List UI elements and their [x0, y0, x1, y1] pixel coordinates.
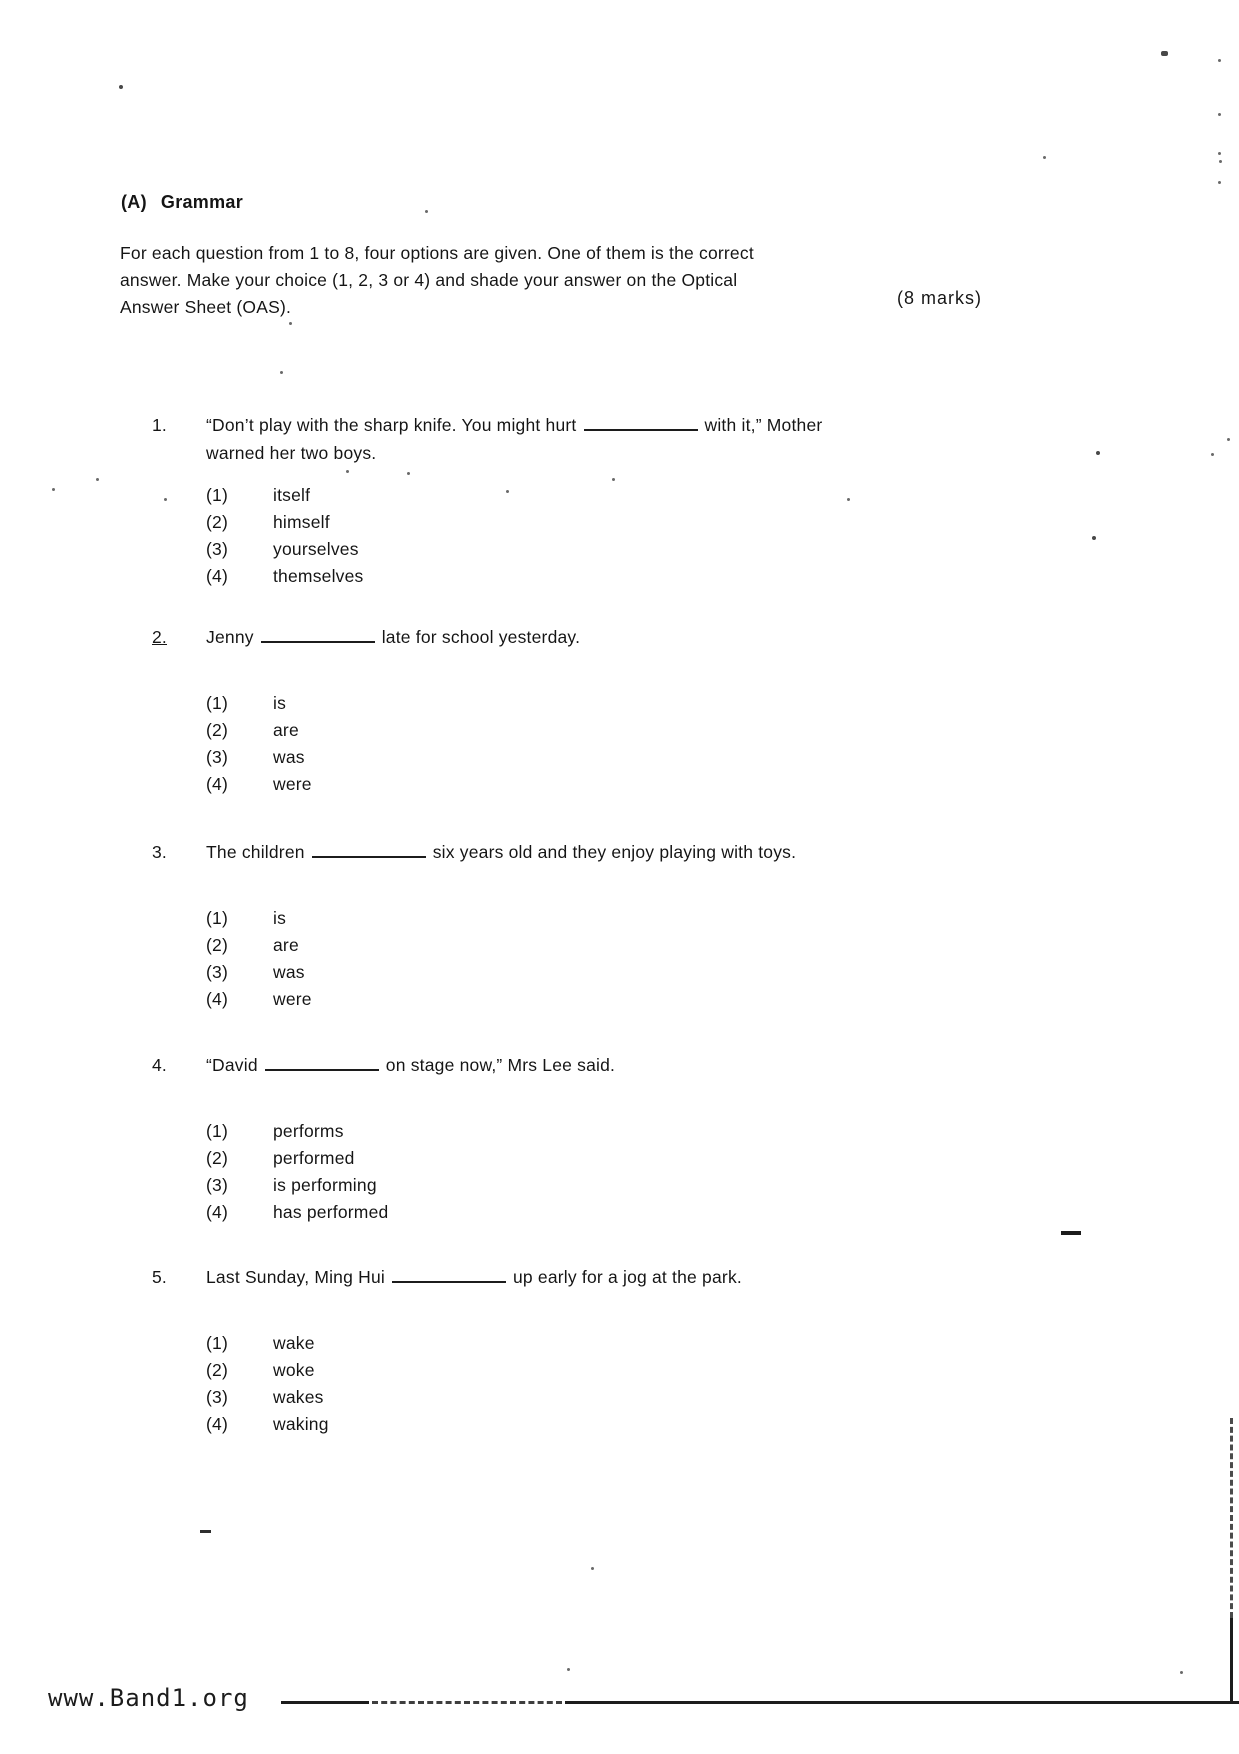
- option-label: himself: [273, 512, 330, 532]
- question-text: [206, 1052, 1169, 1078]
- option-number: (3): [206, 539, 228, 559]
- options-list: [206, 1118, 1169, 1226]
- scan-speck: [1227, 438, 1230, 441]
- scan-speck: [280, 371, 283, 374]
- answer-blank: [312, 841, 426, 858]
- option-label: yourselves: [273, 539, 359, 559]
- question: [152, 624, 1169, 798]
- option-row: [206, 932, 1169, 959]
- option-label: were: [273, 989, 312, 1009]
- question: [152, 1264, 1169, 1438]
- option-number: (2): [206, 1148, 228, 1168]
- option-row: [206, 563, 1169, 590]
- options-list: [206, 905, 1169, 1013]
- option-row: [206, 1357, 1169, 1384]
- scan-speck: [1218, 181, 1221, 184]
- scan-speck: [1096, 451, 1100, 455]
- answer-blank: [265, 1054, 379, 1071]
- question: [152, 1052, 1169, 1226]
- scan-speck: [591, 1567, 594, 1570]
- option-row: [206, 959, 1169, 986]
- option-row: [206, 717, 1169, 744]
- footer-watermark: www.Band1.org: [48, 1684, 249, 1712]
- scan-speck: [96, 478, 99, 481]
- option-row: [206, 1172, 1169, 1199]
- instructions-line: answer. Make your choice (1, 2, 3 or 4) and shade your answer on the Optical: [120, 270, 738, 290]
- question-text-before-blank: Jenny: [206, 627, 254, 647]
- option-label: themselves: [273, 566, 364, 586]
- question-number: 3.: [152, 842, 167, 862]
- scan-speck: [1218, 113, 1221, 116]
- question-text-after-blank: on stage now,” Mrs Lee said.: [385, 1055, 616, 1075]
- option-label: performs: [273, 1121, 344, 1141]
- option-label: was: [273, 962, 305, 982]
- question-text-before-blank: “David: [206, 1055, 258, 1075]
- scan-speck: [847, 498, 850, 501]
- option-label: itself: [273, 485, 311, 505]
- option-label: was: [273, 747, 305, 767]
- option-label: is: [273, 908, 287, 928]
- option-row: [206, 1330, 1169, 1357]
- scan-speck: [612, 478, 615, 481]
- scan-speck: [1218, 152, 1221, 155]
- option-label: wakes: [273, 1387, 324, 1407]
- scan-speck: [1211, 453, 1214, 456]
- answer-blank: [261, 626, 375, 643]
- question-text-after-blank: with it,” Mother: [704, 415, 823, 435]
- option-label: has performed: [273, 1202, 389, 1222]
- question-number: 4.: [152, 1055, 167, 1075]
- scan-speck: [52, 488, 55, 491]
- question-number: 5.: [152, 1267, 167, 1287]
- option-row: [206, 509, 1169, 536]
- scan-edge-line: [1230, 1418, 1233, 1618]
- option-number: (4): [206, 1202, 228, 1222]
- option-label: performed: [273, 1148, 355, 1168]
- footer-rule: [565, 1701, 1239, 1704]
- option-number: (4): [206, 1414, 228, 1434]
- answer-blank: [392, 1266, 506, 1283]
- section-title: Grammar: [160, 192, 244, 212]
- option-label: wake: [273, 1333, 315, 1353]
- option-label: woke: [273, 1360, 315, 1380]
- option-label: were: [273, 774, 312, 794]
- scan-speck: [407, 472, 410, 475]
- scan-mark-dash: [1061, 1231, 1081, 1235]
- scan-speck: [425, 210, 428, 213]
- instructions-line: For each question from 1 to 8, four options are given. One of them is the correct: [120, 243, 754, 263]
- option-row: [206, 1118, 1169, 1145]
- instructions: [120, 240, 920, 321]
- scan-edge-line: [1230, 1618, 1233, 1704]
- question-text-before-blank: The children: [206, 842, 305, 862]
- question-text-after-blank: up early for a jog at the park.: [512, 1267, 742, 1287]
- scan-speck: [119, 85, 123, 89]
- question-text-after-blank: six years old and they enjoy playing with toys.: [432, 842, 797, 862]
- option-row: [206, 1411, 1169, 1438]
- question-head: [152, 839, 1169, 865]
- footer-rule: [281, 1701, 369, 1704]
- question-text: [206, 624, 1169, 650]
- scan-speck: [506, 490, 509, 493]
- option-number: (1): [206, 485, 228, 505]
- option-number: (4): [206, 566, 228, 586]
- option-number: (2): [206, 512, 228, 532]
- option-row: [206, 905, 1169, 932]
- question-text: [206, 412, 1169, 438]
- option-number: (4): [206, 989, 228, 1009]
- footer-rule-dashed: [372, 1701, 562, 1704]
- option-row: [206, 744, 1169, 771]
- question: [152, 839, 1169, 1013]
- question-head: [152, 1264, 1169, 1290]
- option-row: [206, 986, 1169, 1013]
- marks-label: (8 marks): [897, 288, 982, 308]
- option-label: waking: [273, 1414, 329, 1434]
- options-list: [206, 690, 1169, 798]
- option-row: [206, 1145, 1169, 1172]
- question-text: [206, 1264, 1169, 1290]
- option-number: (3): [206, 1387, 228, 1407]
- question-text-before-blank: Last Sunday, Ming Hui: [206, 1267, 385, 1287]
- option-label: are: [273, 935, 299, 955]
- option-row: [206, 536, 1169, 563]
- option-row: [206, 771, 1169, 798]
- option-label: is: [273, 693, 287, 713]
- question-text: [206, 839, 1169, 865]
- scan-speck: [567, 1668, 570, 1671]
- option-number: (3): [206, 962, 228, 982]
- scan-speck: [1218, 59, 1221, 62]
- question-text-after-blank: late for school yesterday.: [381, 627, 581, 647]
- answer-blank: [584, 414, 698, 431]
- question-head: [152, 1052, 1169, 1078]
- scan-speck: [1219, 160, 1222, 163]
- question-text-line2: warned her two boys.: [206, 443, 377, 463]
- scan-speck: [1043, 156, 1046, 159]
- scan-speck: [346, 470, 349, 473]
- scan-speck: [289, 322, 292, 325]
- scan-speck: [1161, 51, 1168, 56]
- option-number: (2): [206, 720, 228, 740]
- option-number: (1): [206, 693, 228, 713]
- option-row: [206, 690, 1169, 717]
- options-list: [206, 482, 1169, 590]
- scan-mark-dash: [200, 1530, 211, 1533]
- instructions-line: Answer Sheet (OAS).: [120, 297, 292, 317]
- question-head: [152, 412, 1169, 438]
- option-number: (1): [206, 908, 228, 928]
- section-header: [121, 192, 243, 213]
- question-head: [152, 624, 1169, 650]
- option-number: (1): [206, 1121, 228, 1141]
- question-number: 1.: [152, 415, 167, 435]
- option-number: (3): [206, 747, 228, 767]
- scan-speck: [1180, 1671, 1183, 1674]
- options-list: [206, 1330, 1169, 1438]
- option-number: (2): [206, 935, 228, 955]
- question-number: 2.: [152, 627, 167, 647]
- scan-speck: [164, 498, 167, 501]
- option-row: [206, 1384, 1169, 1411]
- option-row: [206, 1199, 1169, 1226]
- option-number: (4): [206, 774, 228, 794]
- scan-speck: [1092, 536, 1096, 540]
- question-text-before-blank: “Don’t play with the sharp knife. You might hurt: [206, 415, 577, 435]
- option-number: (2): [206, 1360, 228, 1380]
- option-label: are: [273, 720, 299, 740]
- option-number: (1): [206, 1333, 228, 1353]
- section-label: (A): [121, 192, 147, 212]
- option-row: [206, 482, 1169, 509]
- option-number: (3): [206, 1175, 228, 1195]
- question: [152, 412, 1169, 590]
- option-label: is performing: [273, 1175, 377, 1195]
